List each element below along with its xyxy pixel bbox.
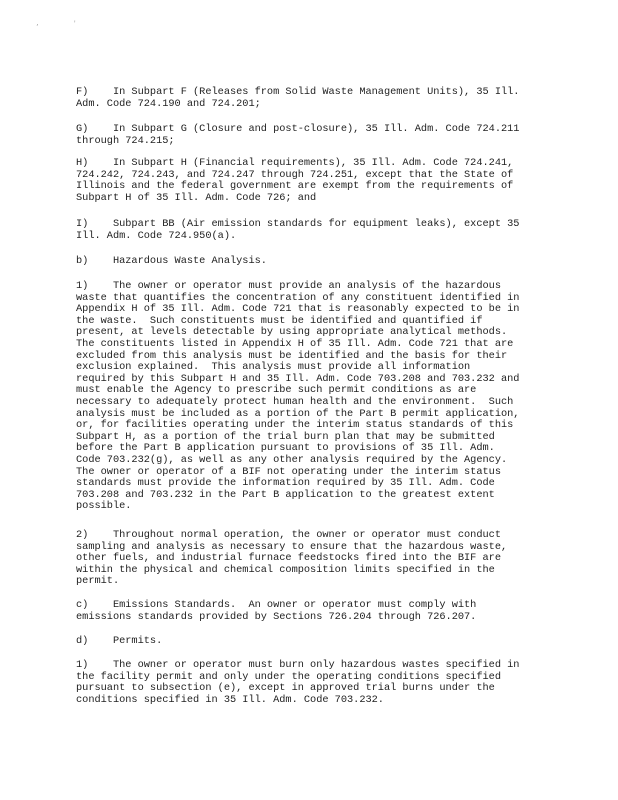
text-line: must enable the Agency to prescribe such permit conditions as are bbox=[76, 384, 477, 397]
text-line: 703.208 and 703.232 in the Part B application to the greatest extent bbox=[76, 488, 495, 501]
text-line: permit. bbox=[76, 575, 120, 588]
text-line: emissions standards provided by Sections 726.204 through 726.207. bbox=[76, 610, 477, 623]
text-line: 724.242, 724.243, and 724.247 through 724.251, except that the State of bbox=[76, 168, 514, 181]
paragraph-f bbox=[76, 87, 546, 110]
text-line: possible. bbox=[76, 500, 132, 513]
text-line: exclusion explained. This analysis must provide all information bbox=[76, 361, 471, 374]
text-line: required by this Subpart H and 35 Ill. Adm. Code 703.208 and 703.232 and bbox=[76, 372, 520, 385]
text-line: F) In Subpart F (Releases from Solid Waste Management Units), 35 Ill. bbox=[76, 86, 520, 98]
text-line: the facility permit and only under the operating conditions specified bbox=[76, 670, 501, 683]
text-line: other fuels, and industrial furnace feedstocks fired into the BIF are bbox=[76, 552, 501, 565]
text-line: excluded from this analysis must be identified and the basis for their bbox=[76, 349, 508, 362]
text-line: Subpart H, as a portion of the trial burn plan that may be submitted bbox=[76, 430, 495, 443]
scan-mark: ' bbox=[73, 20, 77, 27]
scan-mark: , bbox=[36, 20, 40, 27]
text-line: within the physical and chemical composition limits specified in the bbox=[76, 563, 495, 576]
text-line: Ill. Adm. Code 724.950(a). bbox=[76, 229, 237, 242]
paragraph-i bbox=[76, 219, 546, 242]
text-line: The owner or operator of a BIF not operating under the interim status bbox=[76, 465, 501, 478]
text-line: G) In Subpart G (Closure and post-closure), 35 Ill. Adm. Code 724.211 bbox=[76, 123, 520, 135]
text-line: the waste. Such constituents must be identified and quantified if bbox=[76, 314, 483, 327]
text-line: Subpart H of 35 Ill. Adm. Code 726; and bbox=[76, 191, 317, 204]
text-line: I) Subpart BB (Air emission standards for equipment leaks), except 35 bbox=[76, 218, 520, 230]
paragraph-g bbox=[76, 124, 546, 147]
text-line: Code 703.232(g), as well as any other analysis required by the Agency. bbox=[76, 453, 508, 466]
text-line: pursuant to subsection (e), except in approved trial burns under the bbox=[76, 682, 495, 695]
text-line: The constituents listed in Appendix H of 35 Ill. Adm. Code 721 that are bbox=[76, 337, 514, 350]
paragraph-h bbox=[76, 158, 546, 204]
text-line: necessary to adequately protect human health and the environment. Such bbox=[76, 395, 514, 408]
text-line: 2) Throughout normal operation, the owner or operator must conduct bbox=[76, 529, 501, 541]
text-line: waste that quantifies the concentration of any constituent identified in bbox=[76, 291, 520, 304]
text-line: Adm. Code 724.190 and 724.201; bbox=[76, 97, 261, 110]
paragraph-c bbox=[76, 600, 546, 623]
text-line: 1) The owner or operator must provide an analysis of the hazardous bbox=[76, 280, 501, 292]
text-line: d) Permits. bbox=[76, 635, 163, 647]
paragraph-b1 bbox=[76, 281, 546, 513]
text-line: present, at levels detectable by using appropriate analytical methods. bbox=[76, 326, 508, 339]
text-line: c) Emissions Standards. An owner or operator must comply with bbox=[76, 599, 477, 611]
paragraph-d1 bbox=[76, 660, 546, 706]
text-line: Illinois and the federal government are exempt from the requirements of bbox=[76, 180, 514, 193]
text-line: H) In Subpart H (Financial requirements), 35 Ill. Adm. Code 724.241, bbox=[76, 157, 514, 169]
text-line: or, for facilities operating under the interim status standards of this bbox=[76, 419, 514, 432]
text-line: b) Hazardous Waste Analysis. bbox=[76, 255, 267, 267]
text-line: before the Part B application pursuant to provisions of 35 Ill. Adm. bbox=[76, 442, 495, 455]
text-line: through 724.215; bbox=[76, 134, 175, 147]
text-line: analysis must be included as a portion of the Part B permit application, bbox=[76, 407, 520, 420]
text-line: conditions specified in 35 Ill. Adm. Code 703.232. bbox=[76, 693, 384, 706]
text-line: sampling and analysis as necessary to ensure that the hazardous waste, bbox=[76, 540, 508, 553]
text-line: Appendix H of 35 Ill. Adm. Code 721 that is reasonably expected to be in bbox=[76, 303, 520, 316]
paragraph-d bbox=[76, 636, 546, 648]
paragraph-b2 bbox=[76, 530, 546, 588]
text-line: standards must provide the information required by 35 Ill. Adm. Code bbox=[76, 477, 495, 490]
paragraph-b bbox=[76, 256, 546, 268]
text-line: 1) The owner or operator must burn only hazardous wastes specified in bbox=[76, 659, 520, 671]
